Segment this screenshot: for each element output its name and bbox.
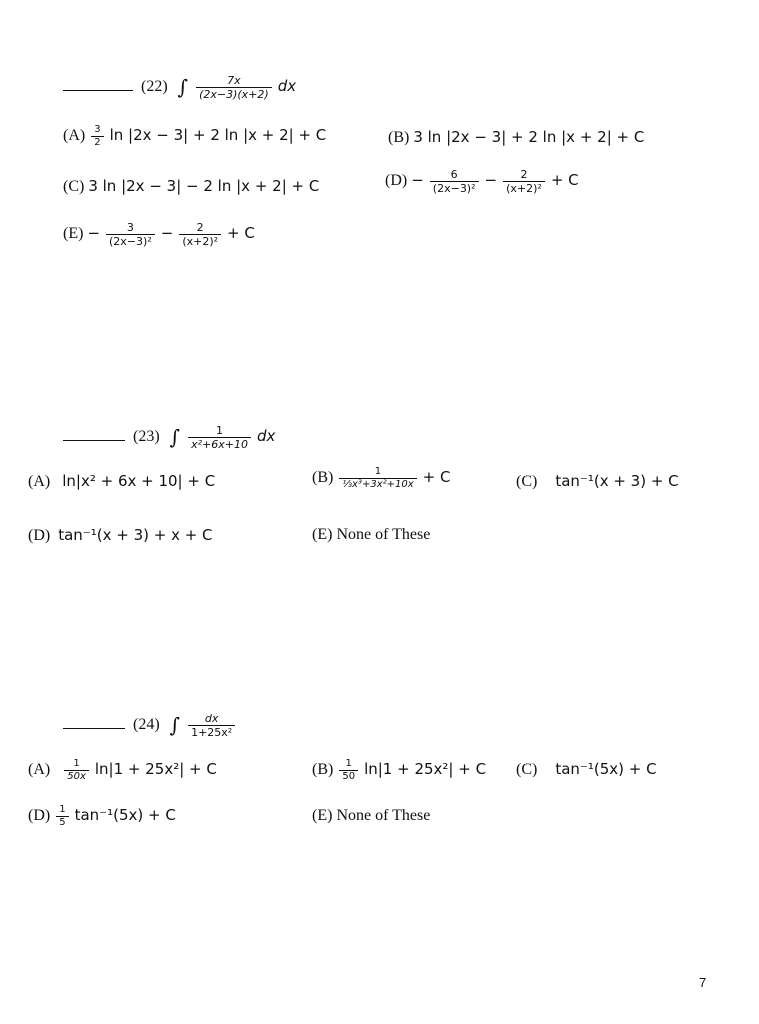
- answer-blank[interactable]: [63, 710, 125, 729]
- option-23-e[interactable]: [312, 526, 430, 544]
- option-expression: tan⁻¹(x + 3) + C: [555, 472, 679, 490]
- option-fraction: $\frac{1}{\text{⅓x³+3x²+10x}}$: [339, 466, 416, 491]
- page-number: 7: [699, 975, 707, 990]
- option-23-b[interactable]: (B) $\frac{1}{\text{⅓x³+3x²+10x}}$ + C: [312, 466, 451, 490]
- coefficient-fraction: $\frac{1}{50}$: [339, 758, 358, 783]
- option-expression: ln|1 + 25x²| + C: [94, 760, 217, 779]
- differential: dx: [277, 77, 297, 95]
- option-23-c[interactable]: [516, 472, 679, 491]
- problem-24-header: [63, 710, 237, 739]
- option-label: (B): [312, 761, 334, 779]
- integrand-fraction: $\frac{dx}{\text{1+25x²}}$: [188, 712, 235, 739]
- option-label: (A): [28, 473, 51, 490]
- option-label: (A): [28, 761, 51, 779]
- option-expression: ln|x² + 6x + 10| + C: [62, 472, 216, 490]
- integrand-fraction: $\frac{1}{\text{x²+6x+10}}$: [188, 424, 251, 451]
- problem-23-header: [63, 422, 275, 451]
- option-24-a[interactable]: [28, 758, 217, 783]
- coefficient-fraction: $\frac{1}{50x}$: [64, 758, 89, 783]
- differential: dx: [256, 427, 276, 445]
- fraction-2: $\frac{2}{\text{(x+2)²}}$: [503, 168, 545, 195]
- integral-sign: ∫: [169, 425, 181, 450]
- integral-sign: ∫: [169, 713, 181, 738]
- option-label: (B): [388, 129, 410, 146]
- option-23-d[interactable]: [28, 526, 213, 545]
- option-expression: tan⁻¹(5x) + C: [74, 806, 176, 825]
- option-label: (B): [312, 469, 334, 487]
- answer-blank[interactable]: [63, 72, 133, 91]
- fraction-2: $\frac{2}{\text{(x+2)²}}$: [179, 221, 221, 248]
- option-22-d[interactable]: (D) − $\frac{6}{\text{(2x−3)²}}$ − $\frac{2}{\text{(x+2)²}}$ + C: [385, 168, 579, 195]
- option-expression: tan⁻¹(x + 3) + x + C: [58, 526, 213, 544]
- option-expression: tan⁻¹(5x) + C: [555, 760, 657, 778]
- option-label: (C): [63, 178, 85, 195]
- problem-number: (22): [141, 78, 168, 95]
- option-label: (D): [28, 807, 51, 825]
- option-text: None of These: [336, 526, 431, 543]
- option-24-b[interactable]: [312, 758, 486, 783]
- integral-sign: ∫: [177, 75, 189, 100]
- option-text: None of These: [336, 807, 431, 824]
- option-label: (D): [385, 172, 408, 190]
- option-label: (E): [312, 526, 333, 543]
- option-label: (D): [28, 527, 51, 544]
- problem-number: (24): [133, 716, 160, 733]
- option-expression: 3 ln |2x − 3| + 2 ln |x + 2| + C: [413, 128, 645, 146]
- option-24-e[interactable]: [312, 807, 430, 825]
- option-expression: 3 ln |2x − 3| − 2 ln |x + 2| + C: [88, 177, 320, 195]
- integrand-fraction: $\frac{7x}{(2x-3)(x+2)}$: [196, 74, 272, 101]
- coefficient-fraction: $\frac{3}{2}$: [91, 124, 103, 149]
- coefficient-fraction: $\frac{1}{5}$: [56, 804, 68, 829]
- option-23-a[interactable]: [28, 472, 215, 491]
- answer-blank[interactable]: [63, 422, 125, 441]
- option-22-b[interactable]: [388, 128, 644, 147]
- option-24-c[interactable]: [516, 760, 657, 779]
- fraction-1: $\frac{6}{\text{(2x−3)²}}$: [430, 168, 479, 195]
- option-label: (A): [63, 127, 86, 145]
- option-label: (C): [516, 473, 538, 490]
- option-24-d[interactable]: [28, 804, 176, 829]
- option-label: (C): [516, 761, 538, 778]
- option-expression: ln |2x − 3| + 2 ln |x + 2| + C: [109, 126, 327, 145]
- option-22-c[interactable]: [63, 177, 319, 196]
- option-expression: ln|1 + 25x²| + C: [364, 760, 487, 779]
- option-22-e[interactable]: (E) − $\frac{3}{\text{(2x−3)²}}$ − $\frac{2}{\text{(x+2)²}}$ + C: [63, 221, 255, 248]
- option-label: (E): [63, 225, 84, 243]
- problem-22-header: [63, 72, 296, 101]
- option-22-a[interactable]: [63, 124, 326, 149]
- option-label: (E): [312, 807, 333, 824]
- problem-number: (23): [133, 428, 160, 445]
- fraction-1: $\frac{3}{\text{(2x−3)²}}$: [106, 221, 155, 248]
